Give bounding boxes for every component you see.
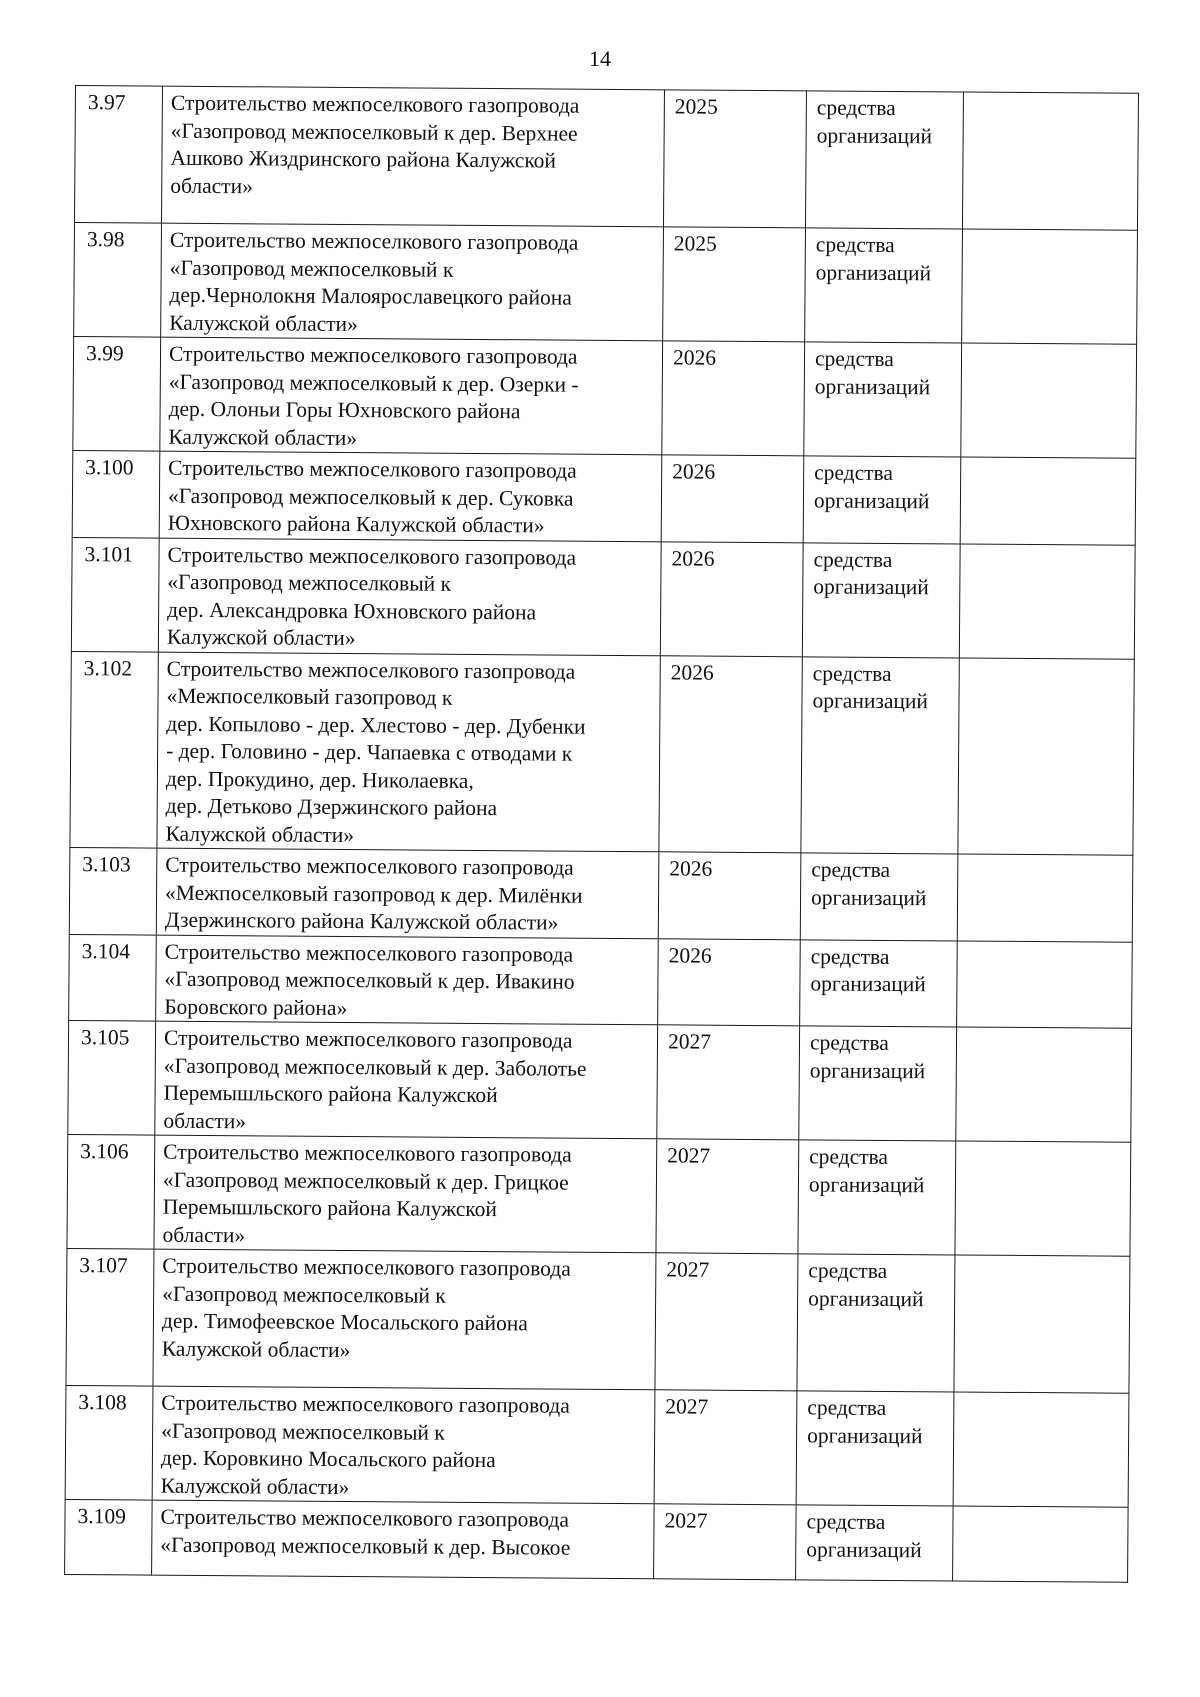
funding-source-cell <box>798 1140 956 1255</box>
project-name-line: Строительство межпоселкового газопровода <box>169 227 579 255</box>
project-name-line: области» <box>162 1222 246 1247</box>
row-number: 3.104 <box>69 934 157 1021</box>
project-name-line: Ашково Жиздринского района Калужской <box>170 145 557 173</box>
project-name-cell <box>156 935 659 1025</box>
project-name-line: Строительство межпоселкового газопровода <box>164 939 574 967</box>
row-number: 3.98 <box>74 222 162 337</box>
project-name-line: дер. Коровкино Мосальского района <box>160 1445 496 1473</box>
funding-source-line: организаций <box>813 574 929 600</box>
project-name-line: дер. Александровка Юхновского района <box>167 597 537 624</box>
project-name-line: дер.Чернолокня Малоярославецкого района <box>169 282 572 310</box>
row-number: 3.108 <box>65 1385 153 1500</box>
row-number: 3.99 <box>73 336 161 451</box>
funding-source-line: средства <box>814 460 894 486</box>
project-name-cell <box>152 1386 655 1504</box>
funding-source-cell <box>799 1026 957 1141</box>
table-row <box>72 450 1136 544</box>
year-cell: 2026 <box>660 541 803 656</box>
table-row <box>65 1499 1129 1582</box>
project-name-line: Строительство межпоселкового газопровода <box>163 1025 573 1053</box>
project-name-line: Калужской области» <box>160 1473 350 1499</box>
funding-source-cell <box>797 1254 955 1392</box>
row-number: 3.100 <box>72 450 160 537</box>
funding-source-line: организаций <box>808 1285 924 1311</box>
funding-source-line: организаций <box>808 1171 925 1197</box>
funding-source-line: организаций <box>812 688 929 714</box>
table-row <box>68 1020 1132 1142</box>
funding-source-line: организаций <box>813 487 930 513</box>
empty-cell <box>953 1392 1129 1507</box>
project-name-line: дер. Копылово - дер. Хлестово - дер. Дубенки <box>166 711 586 739</box>
project-name-cell <box>160 337 663 455</box>
project-name-line: Калужской области» <box>169 310 358 336</box>
table-row <box>66 1248 1130 1393</box>
funding-source-cell <box>800 853 958 941</box>
project-name-line: «Межпоселковый газопровод к дер. Милёнки <box>164 880 583 908</box>
funding-source-cell <box>796 1505 954 1581</box>
project-name-cell <box>156 848 659 938</box>
project-name-line: Перемышльского района Калужской <box>162 1194 497 1222</box>
funding-source-line: средства <box>816 95 896 121</box>
project-name-line: «Газопровод межпоселковый к <box>169 255 454 282</box>
project-name-line: дер. Прокудино, дер. Николаевка, <box>165 766 474 793</box>
project-name-line: Боровского района» <box>164 994 348 1020</box>
project-name-cell <box>159 451 662 541</box>
project-name-cell <box>154 1135 657 1253</box>
year-cell: 2026 <box>662 341 805 456</box>
table-row <box>65 1385 1129 1507</box>
table-body <box>65 86 1139 1583</box>
project-name-line: Строительство межпоселкового газопровода <box>160 1504 570 1532</box>
row-number: 3.105 <box>68 1020 156 1135</box>
project-name-cell <box>153 1249 656 1390</box>
project-name-cell <box>152 1500 655 1579</box>
funding-source-line: организаций <box>816 122 933 148</box>
year-cell: 2025 <box>663 90 806 228</box>
funding-source-line: средства <box>809 1030 889 1055</box>
project-name-line: «Газопровод межпоселковый к <box>162 1281 446 1308</box>
project-name-cell <box>157 652 660 852</box>
year-cell: 2026 <box>658 938 801 1026</box>
empty-cell <box>962 229 1138 344</box>
empty-cell <box>961 343 1137 458</box>
funding-source-cell <box>805 228 963 343</box>
project-name-line: дер. Тимофеевское Мосальского района <box>161 1308 528 1336</box>
project-name-line: области» <box>170 173 253 198</box>
project-name-cell <box>161 223 664 341</box>
project-name-line: Строительство межпоселкового газопровода <box>163 1139 572 1167</box>
table-wrapper <box>64 85 1138 1583</box>
project-name-line: «Газопровод межпоселковый к дер. Ивакино <box>164 966 575 994</box>
year-cell: 2027 <box>654 1390 797 1505</box>
row-number: 3.101 <box>71 537 159 652</box>
project-name-line: «Газопровод межпоселковый к дер. Верхнее <box>170 118 578 146</box>
project-name-line: «Газопровод межпоселковый к дер. Суковка <box>167 483 574 511</box>
row-number: 3.103 <box>69 847 157 934</box>
project-name-line: Дзержинского района Калужской области» <box>164 907 559 935</box>
funding-source-cell <box>802 542 960 657</box>
table-row <box>67 1134 1131 1256</box>
project-name-line: Строительство межпоселкового газопровода <box>166 656 576 684</box>
empty-cell <box>955 1141 1131 1256</box>
funding-source-line: средства <box>811 857 891 882</box>
year-cell: 2027 <box>656 1139 799 1254</box>
year-cell: 2026 <box>658 852 801 940</box>
funding-source-line: организаций <box>810 971 926 997</box>
project-name-line: Строительство межпоселкового газопровода <box>162 1253 571 1281</box>
year-cell: 2026 <box>659 655 802 853</box>
project-name-line: - дер. Головино - дер. Чапаевка с отводами к <box>166 738 573 766</box>
funding-source-line: средства <box>815 232 895 258</box>
row-number: 3.107 <box>66 1248 154 1386</box>
project-name-cell <box>158 538 661 656</box>
empty-cell <box>959 544 1135 659</box>
year-cell: 2026 <box>661 455 804 543</box>
table-row <box>73 336 1137 458</box>
project-name-line: Строительство межпоселкового газопровода <box>165 852 574 880</box>
empty-cell <box>956 1027 1132 1142</box>
table-row <box>74 86 1138 231</box>
project-name-line: «Газопровод межпоселковый к дер. Заболотье <box>163 1053 587 1081</box>
table-row <box>70 651 1134 855</box>
project-name-line: дер. Олоньи Горы Юхновского района <box>168 396 521 424</box>
year-cell: 2027 <box>655 1253 798 1391</box>
funding-source-cell <box>801 656 959 854</box>
empty-cell <box>954 1255 1130 1393</box>
project-name-line: «Газопровод межпоселковый к дер. Грицкое <box>162 1167 569 1195</box>
project-name-line: Строительство межпоселкового газопровода <box>168 455 577 483</box>
funding-source-line: организаций <box>814 373 931 399</box>
empty-cell <box>958 657 1134 855</box>
project-name-cell <box>161 86 664 227</box>
empty-cell <box>960 457 1136 545</box>
funding-source-line: средства <box>807 1395 887 1420</box>
funding-source-cell <box>800 939 958 1027</box>
funding-source-cell <box>804 342 962 457</box>
empty-cell <box>962 92 1138 230</box>
table-row <box>74 222 1138 344</box>
project-name-line: Юхновского района Калужской области» <box>167 510 545 538</box>
row-number: 3.109 <box>65 1499 153 1575</box>
year-cell: 2027 <box>654 1504 797 1580</box>
funding-source-line: средства <box>806 1509 886 1534</box>
funding-source-cell <box>805 91 963 229</box>
page-number: 14 <box>589 46 611 71</box>
row-number: 3.97 <box>74 86 162 224</box>
project-name-cell <box>155 1021 658 1139</box>
funding-source-line: средства <box>812 660 892 686</box>
funding-source-line: организаций <box>806 1536 922 1562</box>
investment-table <box>64 85 1139 1583</box>
funding-source-cell <box>796 1391 954 1506</box>
empty-cell <box>957 940 1133 1028</box>
project-name-line: «Газопровод межпоселковый к <box>161 1418 445 1445</box>
funding-source-line: средства <box>808 1258 888 1283</box>
funding-source-line: средства <box>809 1144 889 1169</box>
funding-source-line: средства <box>814 346 894 372</box>
table-row <box>71 537 1135 659</box>
project-name-line: Калужской области» <box>168 424 358 450</box>
funding-source-line: средства <box>810 943 890 969</box>
project-name-line: Калужской области» <box>165 821 355 847</box>
project-name-line: дер. Детьково Дзержинского района <box>165 793 498 821</box>
project-name-line: «Газопровод межпоселковый к дер. Высокое <box>160 1532 571 1560</box>
project-name-line: «Газопровод межпоселковый к дер. Озерки - <box>168 369 579 397</box>
project-name-line: «Газопровод межпоселковый к <box>167 569 452 596</box>
funding-source-line: организаций <box>809 1057 926 1083</box>
project-name-line: «Межпоселковый газопровод к <box>166 683 453 710</box>
project-name-line: Строительство межпоселкового газопровода <box>170 90 580 118</box>
empty-cell <box>953 1506 1129 1582</box>
funding-source-line: организаций <box>815 259 932 285</box>
project-name-line: области» <box>163 1108 247 1133</box>
row-number: 3.102 <box>70 651 158 848</box>
table-row <box>69 847 1133 941</box>
funding-source-line: средства <box>813 546 893 572</box>
year-cell: 2025 <box>663 227 806 342</box>
table-row <box>69 934 1133 1028</box>
empty-cell <box>957 854 1133 942</box>
project-name-line: Калужской области» <box>161 1336 351 1362</box>
project-name-line: Строительство межпоселкового газопровода <box>168 341 578 369</box>
funding-source-line: организаций <box>807 1422 923 1448</box>
project-name-line: Строительство межпоселкового газопровода <box>161 1390 570 1418</box>
year-cell: 2027 <box>657 1025 800 1140</box>
row-number: 3.106 <box>67 1134 155 1249</box>
project-name-line: Перемышльского района Калужской <box>163 1080 498 1108</box>
project-name-line: Строительство межпоселкового газопровода <box>167 542 577 570</box>
funding-source-cell <box>803 456 961 544</box>
project-name-line: Калужской области» <box>166 624 356 651</box>
funding-source-line: организаций <box>810 884 927 910</box>
